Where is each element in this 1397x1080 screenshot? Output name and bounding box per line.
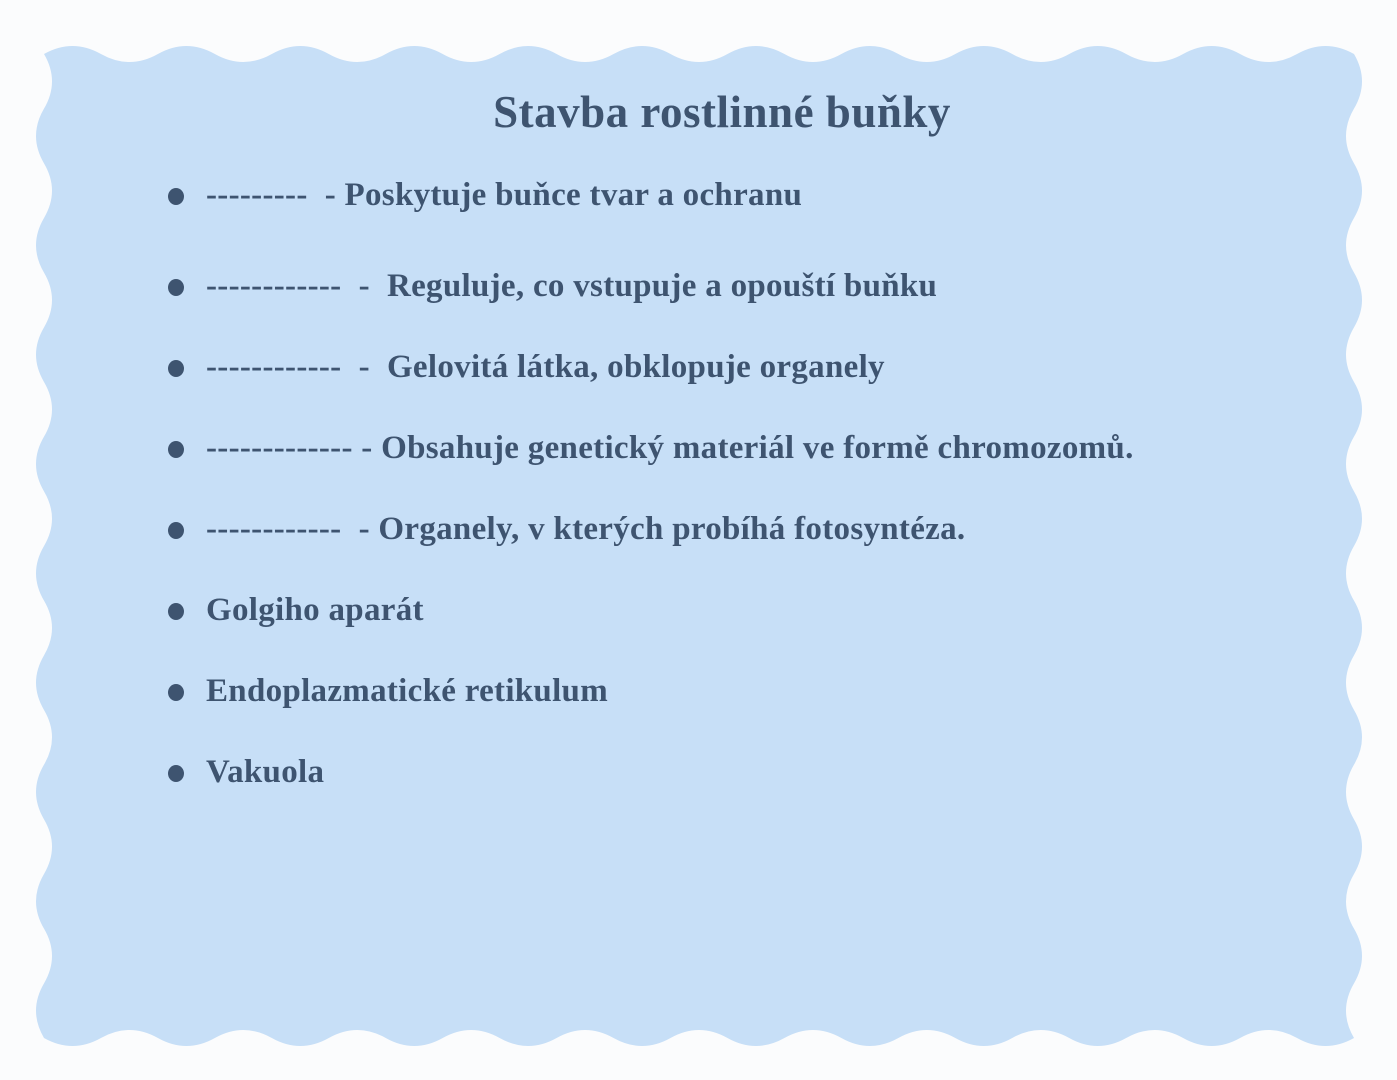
list-item-text: Endoplazmatické retikulum [206,673,609,709]
list-item [168,420,1196,477]
list-item [168,339,1196,396]
bullet-list [168,167,1348,801]
bullet-dot-icon [168,765,184,782]
slide-content [48,54,1348,1034]
list-item-text: ------------ - Reguluje, co vstupuje a opouští buňku [206,268,938,304]
list-item-text: Vakuola [206,754,325,790]
list-item-text: ------------ - Gelovitá látka, obklopuje organely [206,349,885,385]
list-item-text: Golgiho aparát [206,592,424,628]
list-item [168,744,1196,801]
list-item [168,663,1196,720]
bullet-dot-icon [168,360,184,377]
bullet-dot-icon [168,441,184,458]
bullet-dot-icon [168,522,184,539]
bullet-dot-icon [168,684,184,701]
slide-title: Stavba rostlinné buňky [493,87,951,137]
bullet-dot-icon [168,603,184,620]
list-item-text: --------- - Poskytuje buňce tvar a ochranu [206,177,803,213]
list-item-text: ------------- - Obsahuje genetický materiál ve formě chromozomů. [206,430,1134,466]
list-item [168,167,1196,224]
list-item [168,582,1196,639]
list-item [168,258,1196,315]
list-item-text: ------------ - Organely, v kterých probíhá fotosyntéza. [206,511,966,547]
bullet-dot-icon [168,188,184,205]
list-item [168,501,1196,558]
bullet-dot-icon [168,279,184,296]
